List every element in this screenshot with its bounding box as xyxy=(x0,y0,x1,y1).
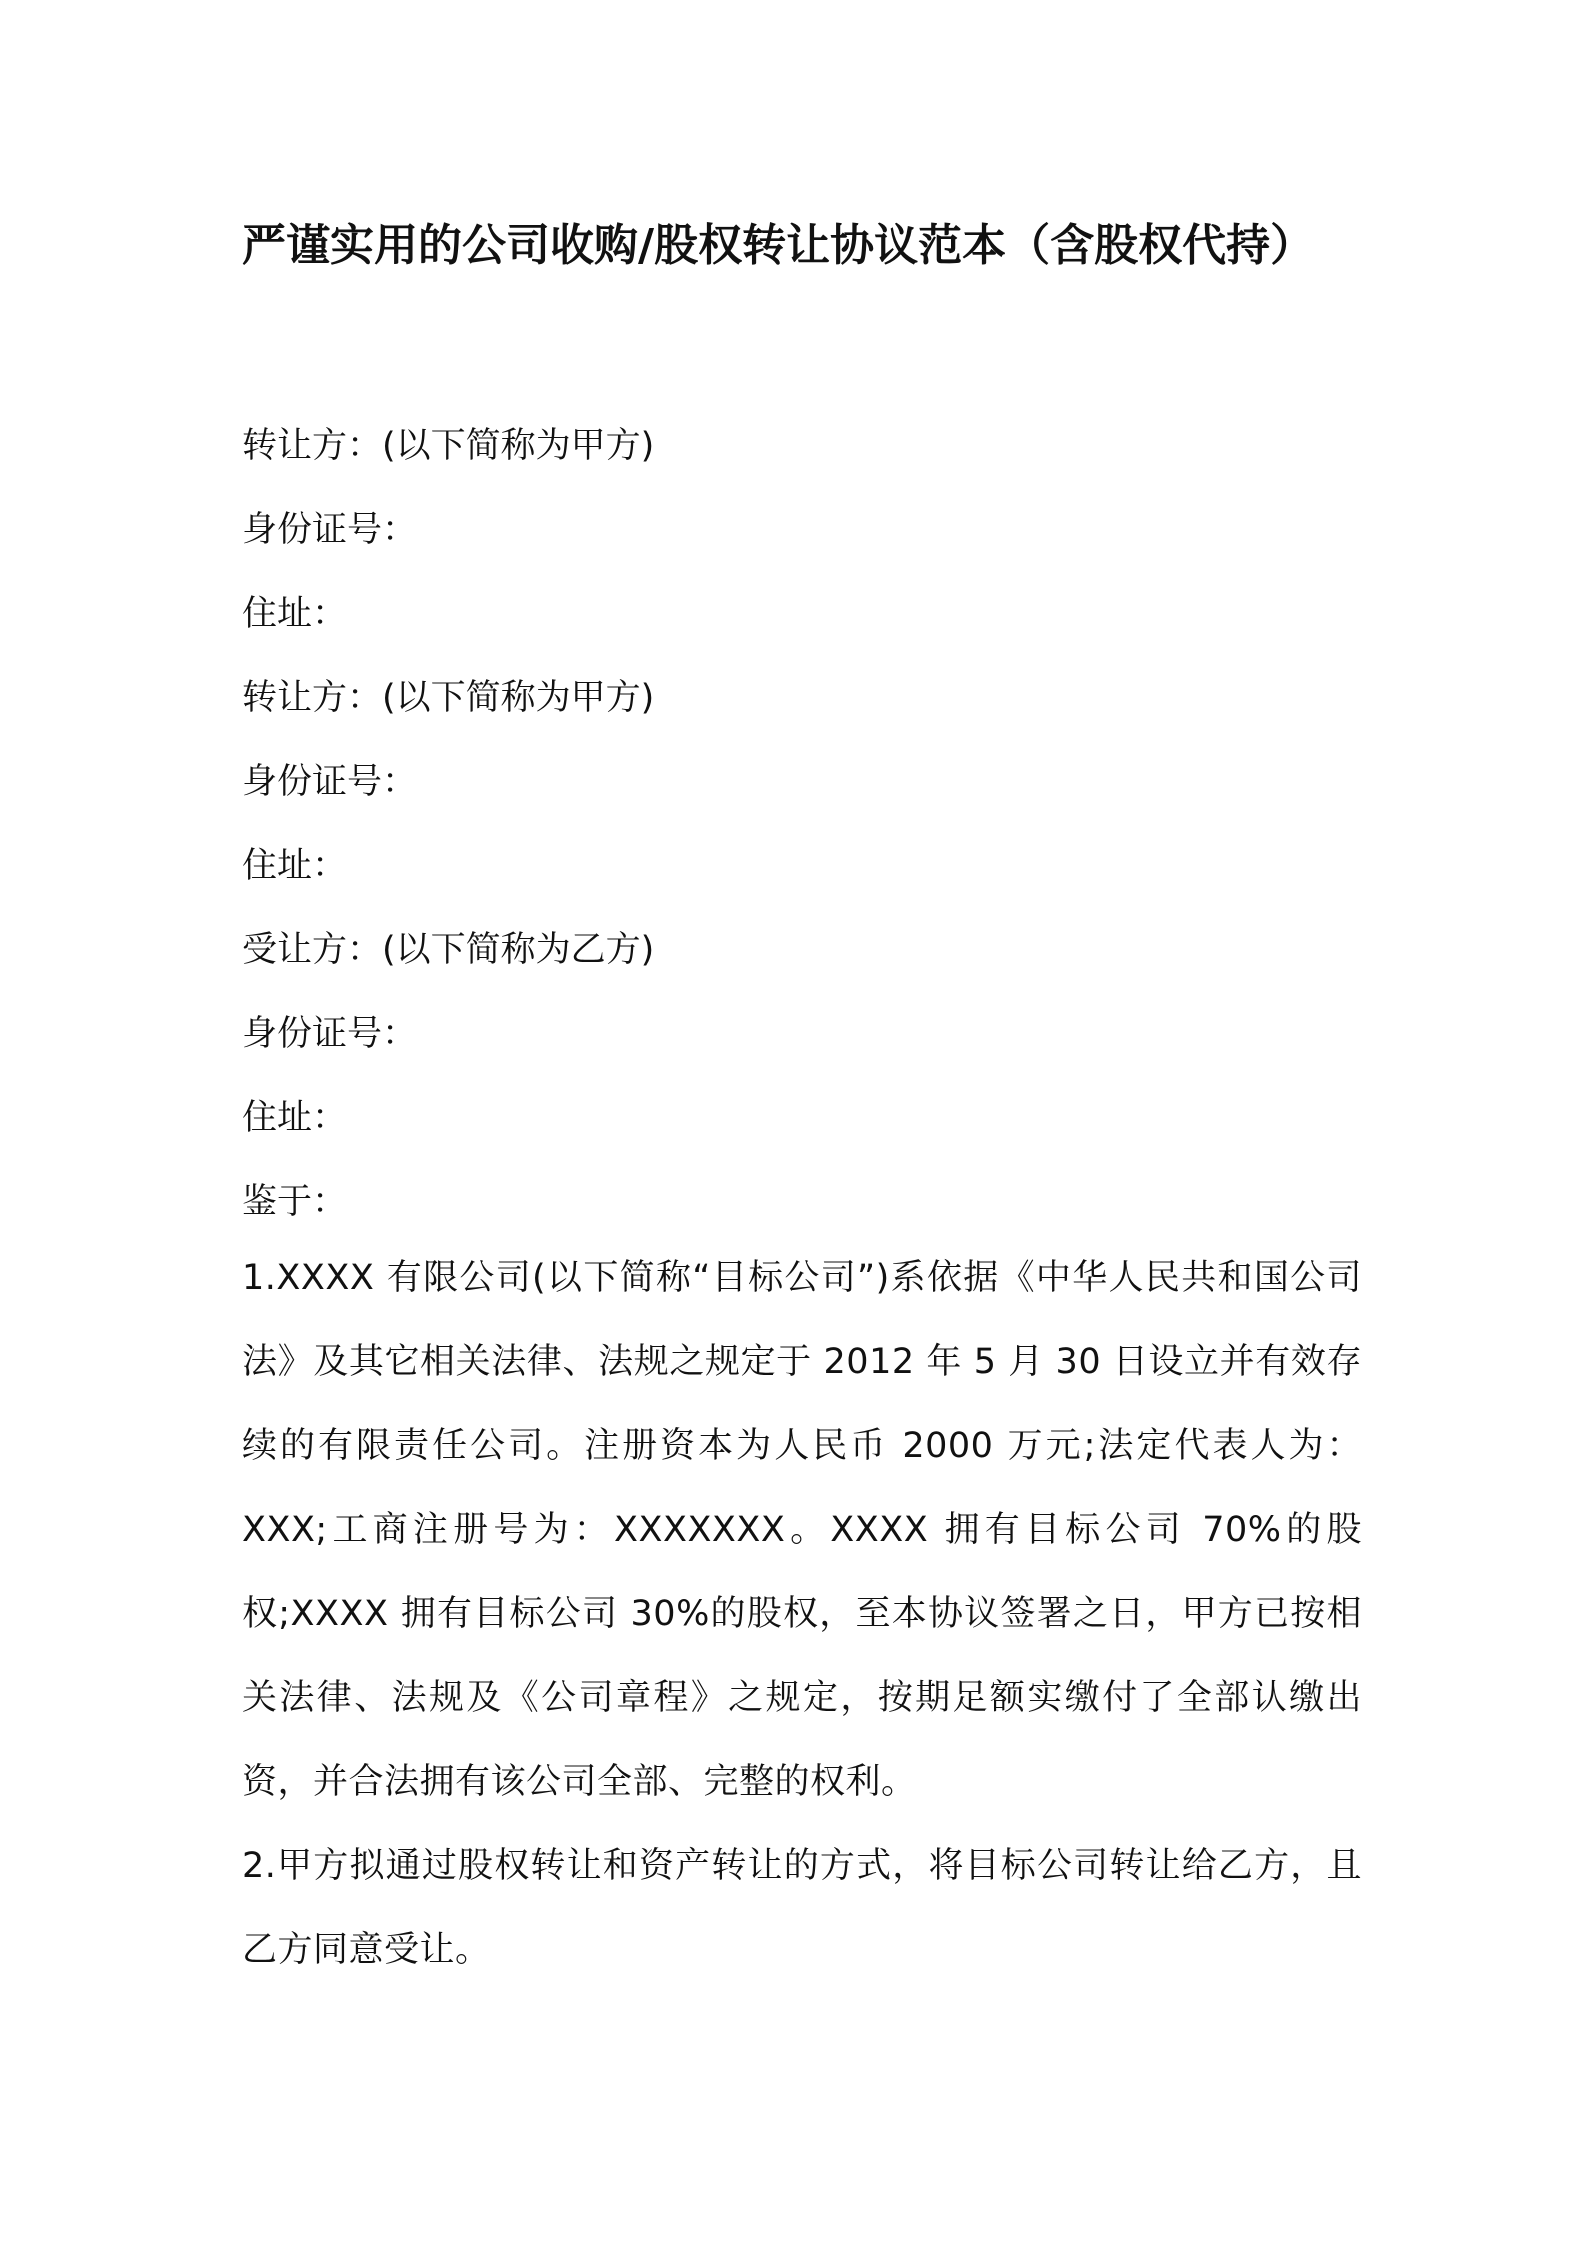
party-info-section xyxy=(242,404,1362,1244)
document-title: 严谨实用的公司收购/股权转让协议范本（含股权代持） xyxy=(242,220,1315,271)
transferor-line: 转让方：(以下简称为甲方) xyxy=(242,678,655,718)
address-line: 住址： xyxy=(242,846,348,886)
address-line: 住址： xyxy=(242,1098,348,1138)
recital-paragraph-1: 1.XXXX 有限公司(以下简称“目标公司”)系依据《中华人民共和国公司法》及其它相关法律、法规之规定于 2012 年 5 月 30 日设立并有效存续的有限责任公司。注册资本为人民币 2000 万元;法定代表人为：XXX;工商注册号为：XXXXXXX。XXXX 拥有目标公司 70%的股权;XXXX 拥有目标公司 30%的股权，至本协议签署之日，甲方已按相关法律、法规及《公司章程》之规定，按期足额实缴付了全部认缴出资，并合法拥有该公司全部、完整的权利。 xyxy=(242,1258,1362,1802)
transferee-line: 受让方：(以下简称为乙方) xyxy=(242,930,655,970)
recital-paragraph-2: 2.甲方拟通过股权转让和资产转让的方式，将目标公司转让给乙方，且乙方同意受让。 xyxy=(242,1846,1362,1970)
id-number-line: 身份证号： xyxy=(242,762,418,802)
id-number-line: 身份证号： xyxy=(242,510,418,550)
transferor-line: 转让方：(以下简称为甲方) xyxy=(242,426,655,466)
id-number-line: 身份证号： xyxy=(242,1014,418,1054)
whereas-heading: 鉴于： xyxy=(242,1182,348,1222)
address-line: 住址： xyxy=(242,594,348,634)
